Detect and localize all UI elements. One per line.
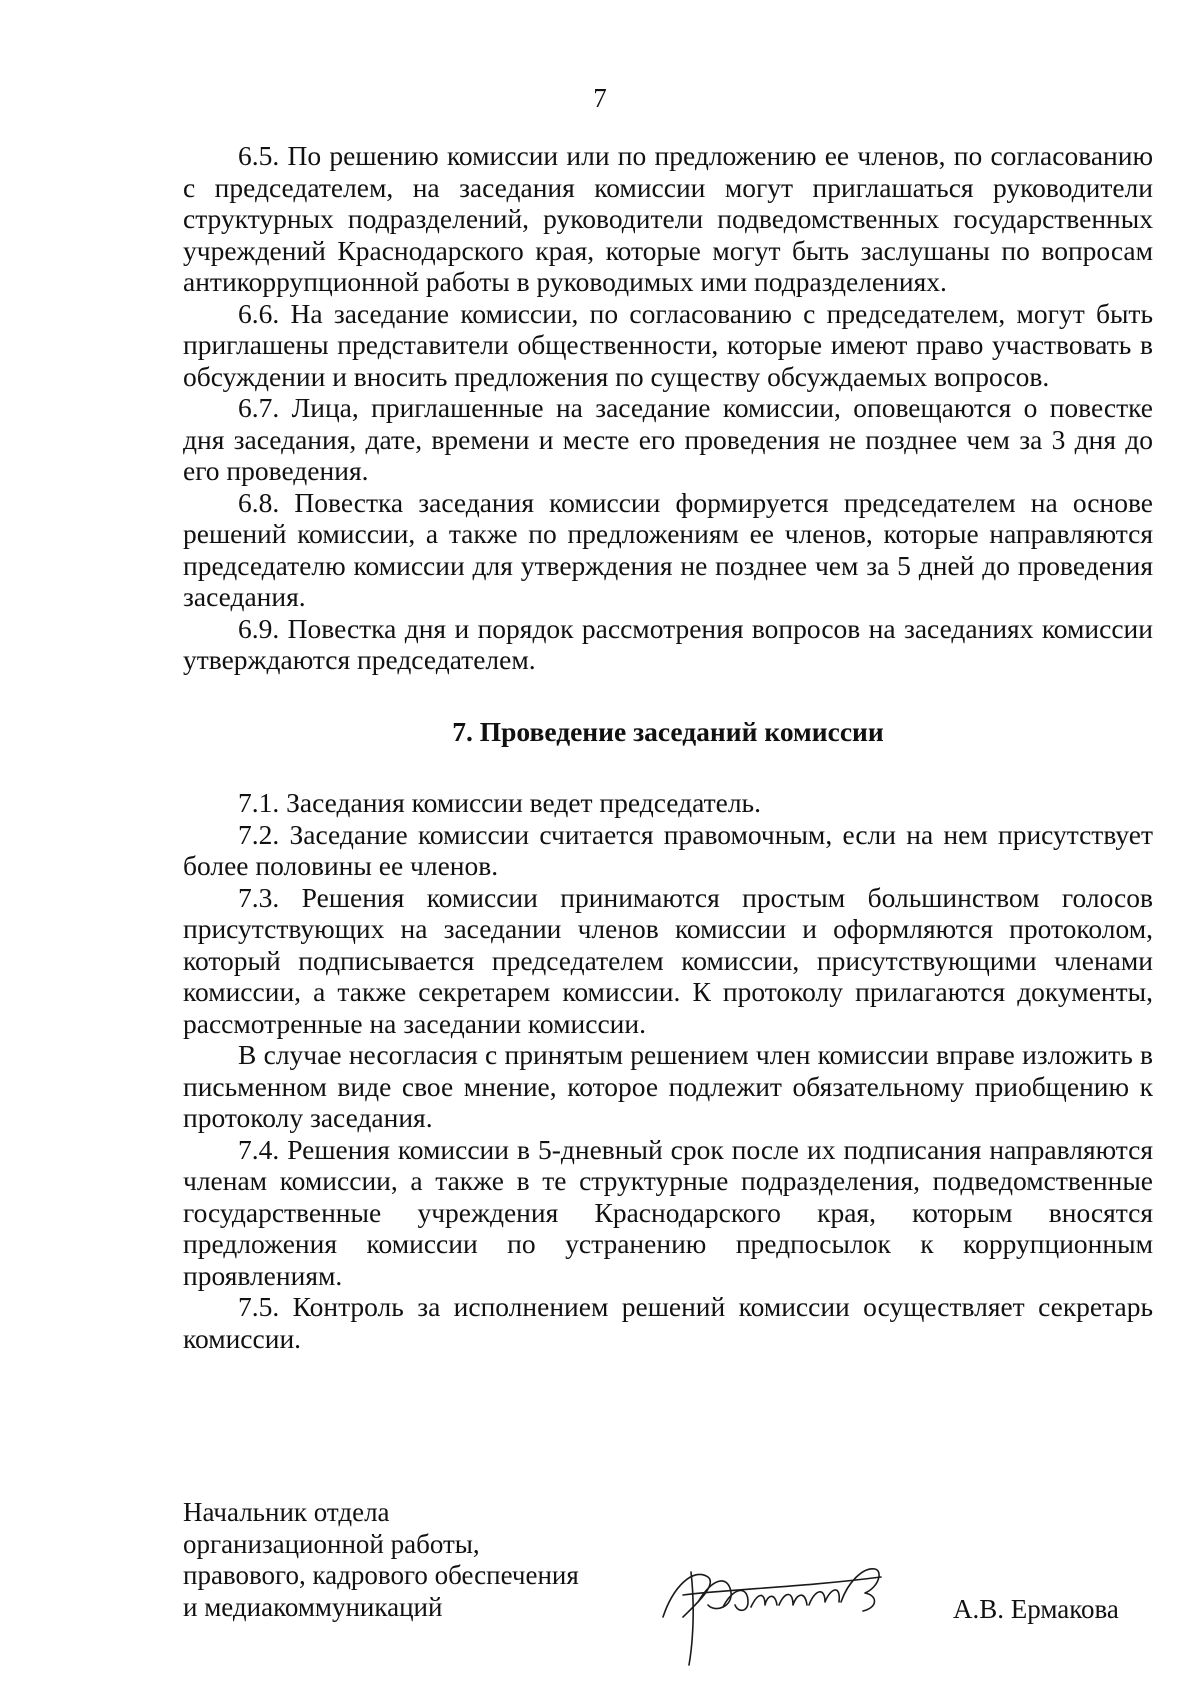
signer-position-line: и медиакоммуникаций — [183, 1591, 443, 1622]
page-number: 7 — [593, 83, 607, 113]
signer-position-line: Начальник отдела — [183, 1497, 390, 1527]
signer-position-line: организационной работы, — [183, 1528, 480, 1559]
paragraph-6-8: 6.8. Повестка заседания комиссии формируется председателем на основе решений комиссии, а также по предложениям ее членов, которые направляются председателю комиссии для утверждения не позднее чем за 5 дней до проведения заседания. — [183, 486, 1153, 612]
signer-name: А.В. Ермакова — [953, 1594, 1119, 1624]
paragraph-6-7: 6.7. Лица, приглашенные на заседание комиссии, оповещаются о повестке дня заседания, дате, времени и месте его проведения не позднее чем за 3 дня до его проведения. — [183, 392, 1153, 486]
paragraph-6-9: 6.9. Повестка дня и порядок рассмотрения вопросов на заседаниях комиссии утверждаются председателем. — [183, 612, 1153, 675]
signature-block — [183, 1497, 1153, 1647]
paragraph-6-5: 6.5. По решению комиссии или по предложению ее членов, по согласованию с председателем, на заседания комиссии могут приглашаться руководители структурных подразделений, руководители подведомственных государственных учреждений Краснодарского края, которые могут быть заслушаны по вопросам антикоррупционной работы в руководимых ими подразделениях. — [183, 140, 1153, 297]
paragraph-7-2: 7.2. Заседание комиссии считается правомочным, если на нем присутствует более половины ее членов. — [183, 818, 1153, 881]
signer-position-line: правового, кадрового обеспечения — [183, 1560, 579, 1590]
signer-position — [183, 1497, 613, 1623]
paragraph-7-3: 7.3. Решения комиссии принимаются простым большинством голосов присутствующих на заседании членов комиссии и оформляются протоколом, который подписывается председателем комиссии, присутствующими членами комиссии, а также секретарем комиссии. К протоколу прилагаются документы, рассмотренные на заседании комиссии. — [183, 881, 1153, 1039]
paragraph-6-6: 6.6. На заседание комиссии, по согласованию с председателем, могут быть приглашены представители общественности, которые имеют право участвовать в обсуждении и вносить предложения по существу обсуждаемых вопросов. — [183, 297, 1153, 392]
paragraph-7-5: 7.5. Контроль за исполнением решений комиссии осуществляет секретарь комиссии. — [183, 1291, 1153, 1354]
paragraph-7-4: 7.4. Решения комиссии в 5-дневный срок после их подписания направляются членам комиссии, а также в те структурные подразделения, подведомственные государственные учреждения Краснодарского края, которым вносятся предложения комиссии по устранению предпосылок к коррупционным проявлениям. — [183, 1133, 1153, 1291]
document-body — [183, 140, 1153, 1354]
section-7-heading: 7. Проведение заседаний комиссии — [452, 715, 884, 747]
paragraph-7-1: 7.1. Заседания комиссии ведет председатель. — [238, 787, 761, 818]
paragraph-7-3-disagreement: В случае несогласия с принятым решением член комиссии вправе изложить в письменном виде свое мнение, которое подлежит обязательному приобщению к протоколу заседания. — [183, 1039, 1153, 1133]
handwritten-signature — [653, 1547, 893, 1667]
